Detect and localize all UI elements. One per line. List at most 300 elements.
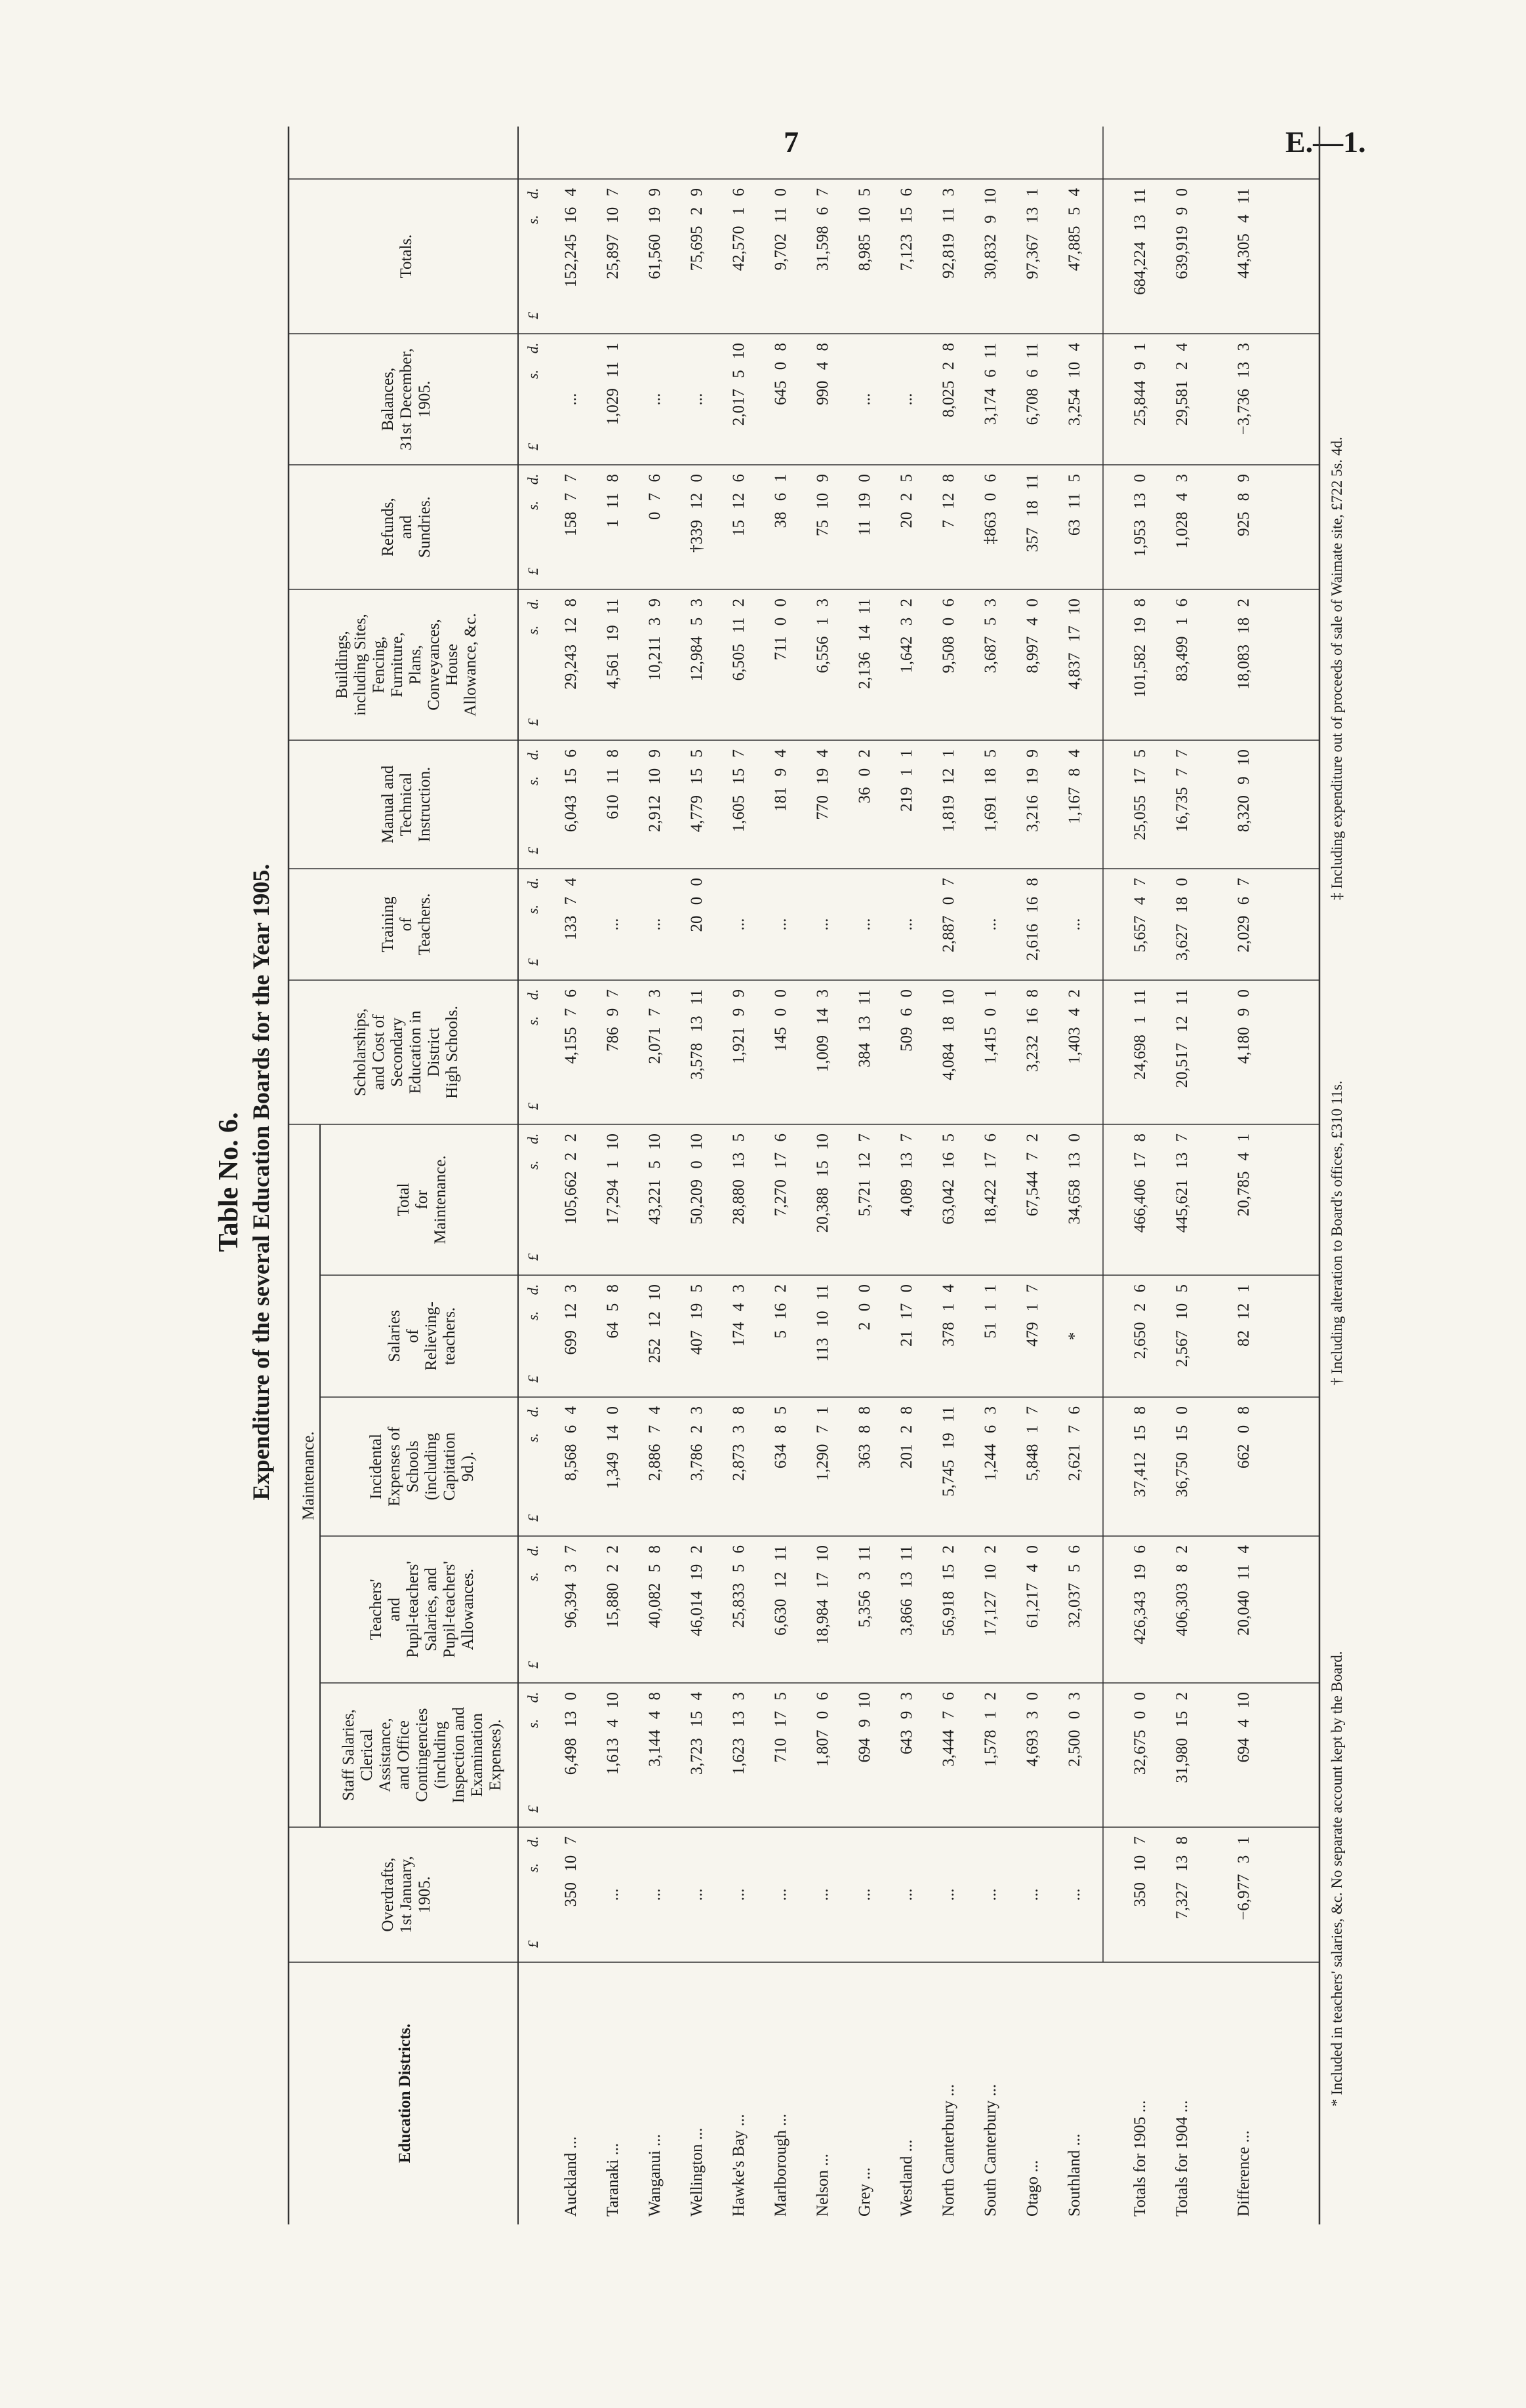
cell-overdrafts: ... [772,1888,790,1901]
cell-refunds: 158 7 7 [562,474,580,536]
column-header-scholarships: District [425,1027,443,1077]
cell-total_maint: 4,089 13 7 [898,1134,915,1217]
district-name: Wellington ... [688,2127,706,2217]
footnote-asterisk: * Included in teachers' salaries, &c. No separate account kept by the Board. [1329,1651,1345,2106]
unit-shillings: s. [525,1863,541,1873]
cell-training: 2,616 16 8 [1024,878,1041,961]
cell-refunds: 7 12 8 [940,474,957,528]
column-header-teachers: and [386,1597,403,1622]
cell-training: ... [898,918,915,931]
cell-balances: 8,025 2 8 [940,343,957,418]
cell-incidental: 5,848 1 7 [1024,1406,1041,1481]
column-header-incidental: Schools [404,1440,422,1493]
district-name: Southland ... [1066,2133,1083,2217]
column-header-manual: Manual and [379,765,397,844]
column-header-teachers: Salaries, and [422,1568,440,1651]
cell-scholarships: 786 9 7 [604,989,622,1052]
column-header-staff: Clerical [358,1729,376,1781]
cell-totals: 97,367 13 1 [1024,188,1041,279]
cell-incidental: 8,568 6 4 [562,1406,580,1481]
cell-refunds: 0 7 6 [646,474,664,520]
cell-scholarships: 1,009 14 3 [814,989,832,1073]
cell-training: 2,887 0 7 [940,878,957,953]
cell-incidental: 3,786 2 3 [688,1406,706,1481]
cell-manual: 1,691 18 5 [982,749,999,833]
cell-scholarships: 1,415 0 1 [982,989,999,1064]
cell-balances: ... [856,393,873,406]
page-number: 7 [784,125,799,159]
table-label: Table No. 6. [214,1112,244,1252]
unit-pounds: £ [525,1253,541,1261]
cell-incidental: 1,349 14 0 [604,1406,622,1490]
cell-staff: 694 4 10 [1235,1692,1253,1763]
unit-shillings: s. [525,1432,541,1443]
unit-shillings: s. [525,625,541,635]
cell-scholarships: 4,155 7 6 [562,989,580,1064]
column-header-buildings: Buildings, [333,631,351,699]
unit-pounds: £ [525,719,541,726]
column-header-scholarships: Secondary [388,1017,406,1087]
cell-relieving: 5 16 2 [772,1284,790,1339]
unit-pounds: £ [525,1103,541,1110]
column-header-staff: Assistance, [376,1718,394,1792]
cell-overdrafts: 350 10 7 [1131,1836,1149,1907]
cell-totals: 42,570 1 6 [730,188,748,271]
cell-scholarships: 3,232 16 8 [1024,989,1041,1073]
cell-refunds: 357 18 11 [1024,474,1041,553]
cell-incidental: 201 2 8 [898,1406,915,1469]
district-name: Taranaki ... [604,2142,622,2217]
cell-teachers: 25,833 5 6 [730,1545,748,1628]
cell-training: ... [814,918,832,931]
unit-pence: d. [525,1406,541,1417]
unit-pounds: £ [525,443,541,450]
cell-staff: 643 9 3 [898,1692,915,1754]
cell-balances: ... [562,393,580,406]
cell-staff: 1,807 0 6 [814,1692,832,1767]
cell-teachers: 56,918 15 2 [940,1545,957,1636]
unit-pounds: £ [525,847,541,854]
cell-relieving: 21 17 0 [898,1284,915,1347]
column-header-incidental: Capitation [441,1432,458,1501]
cell-refunds: 11 19 0 [856,474,873,536]
column-header-incidental: Incidental [367,1434,385,1499]
column-header-incidental: 9d.). [459,1451,477,1482]
maintenance-group-header: Maintenance. [300,1431,317,1520]
column-header-teachers: Teachers' [367,1579,385,1640]
cell-relieving: 82 12 1 [1235,1284,1253,1347]
unit-pence: d. [525,473,541,485]
cell-manual: 610 11 8 [604,749,622,819]
cell-relieving: 2,567 10 5 [1173,1284,1191,1368]
cell-totals: 7,123 15 6 [898,188,915,271]
column-header-staff: Staff Salaries, [340,1709,357,1801]
unit-pounds: £ [525,568,541,575]
column-header-manual: Instruction. [416,766,433,842]
district-name: Auckland ... [562,2136,580,2217]
cell-buildings: 10,211 3 9 [646,599,664,681]
cell-incidental: 36,750 15 0 [1173,1406,1191,1497]
cell-teachers: 61,217 4 0 [1024,1545,1041,1628]
column-header-total_maint: for [413,1190,431,1210]
unit-shillings: s. [525,904,541,915]
cell-balances: 2,017 5 10 [730,343,748,426]
column-header-overdrafts: Overdrafts, [379,1857,397,1932]
cell-staff: 3,723 15 4 [688,1692,706,1775]
unit-pounds: £ [525,1806,541,1813]
district-name: Grey ... [856,2167,873,2217]
column-header-scholarships: Education in [407,1010,424,1094]
cell-overdrafts: 7,327 13 8 [1173,1836,1191,1920]
cell-balances: 3,254 10 4 [1066,343,1083,426]
unit-shillings: s. [525,1718,541,1729]
column-header-buildings: Plans, [407,644,424,685]
column-header-buildings: Allowance, &c. [462,613,479,717]
cell-overdrafts: ... [688,1888,706,1901]
column-header-scholarships: and Cost of [370,1014,388,1090]
cell-incidental: 662 0 8 [1235,1406,1253,1469]
cell-manual: 3,216 19 9 [1024,749,1041,833]
column-header-balances: 31st December, [397,348,415,450]
cell-buildings: 8,997 4 0 [1024,599,1041,673]
cell-buildings: 711 0 0 [772,599,790,661]
unit-pence: d. [525,1545,541,1556]
cell-balances: ... [688,393,706,406]
cell-incidental: 634 8 5 [772,1406,790,1469]
cell-scholarships: 24,698 1 11 [1131,989,1149,1080]
column-header-relieving: of [404,1329,422,1343]
cell-overdrafts: ... [604,1888,622,1901]
column-header-overdrafts: 1905. [416,1876,433,1914]
cell-staff: 3,444 7 6 [940,1692,957,1767]
cell-relieving: 2,650 2 6 [1131,1284,1149,1359]
cell-buildings: 4,837 17 10 [1066,599,1083,690]
cell-totals: 25,897 10 7 [604,188,622,279]
cell-totals: 75,695 2 9 [688,188,706,271]
cell-total_maint: 67,544 7 2 [1024,1134,1041,1217]
cell-teachers: 3,866 13 11 [898,1545,915,1636]
unit-pounds: £ [525,958,541,966]
cell-total_maint: 63,042 16 5 [940,1134,957,1225]
cell-overdrafts: ... [898,1888,915,1901]
cell-total_maint: 7,270 17 6 [772,1134,790,1217]
cell-buildings: 12,984 5 3 [688,599,706,682]
page-code: E.—1. [1285,125,1366,159]
cell-scholarships: 2,071 7 3 [646,989,664,1064]
unit-pounds: £ [525,1375,541,1383]
unit-pounds: £ [525,1661,541,1668]
cell-staff: 1,613 4 10 [604,1692,622,1775]
cell-relieving: 2 0 0 [856,1284,873,1330]
cell-teachers: 5,356 3 11 [856,1545,873,1628]
cell-incidental: 2,873 3 8 [730,1406,748,1481]
cell-training: ... [772,918,790,931]
column-header-scholarships: Scholarships, [351,1008,369,1097]
cell-balances: 1,029 11 1 [604,343,622,425]
cell-training: ... [856,918,873,931]
cell-incidental: 2,621 7 6 [1066,1406,1083,1481]
cell-manual: 25,055 17 5 [1131,749,1149,840]
unit-pence: d. [525,598,541,610]
cell-manual: 1,605 15 7 [730,749,748,833]
cell-overdrafts: −6,977 3 1 [1235,1836,1253,1920]
cell-teachers: 20,040 11 4 [1235,1545,1253,1636]
district-column-header: Education Districts. [396,2023,414,2163]
cell-relieving: 64 5 8 [604,1284,622,1339]
cell-manual: 219 1 1 [898,749,915,812]
cell-totals: 47,885 5 4 [1066,188,1083,271]
cell-staff: 3,144 4 8 [646,1692,664,1767]
unit-pence: d. [525,749,541,760]
cell-overdrafts: ... [730,1888,748,1901]
cell-refunds: 38 6 1 [772,474,790,528]
column-header-totals: Totals. [397,234,415,279]
cell-balances: 6,708 6 11 [1024,343,1041,425]
column-header-training: Training [379,896,397,953]
unit-shillings: s. [525,1160,541,1170]
unit-shillings: s. [525,776,541,786]
column-header-scholarships: High Schools. [443,1006,461,1099]
cell-scholarships: 384 13 11 [856,989,873,1068]
cell-staff: 1,623 13 3 [730,1692,748,1775]
unit-pounds: £ [525,312,541,319]
cell-overdrafts: ... [940,1888,957,1901]
cell-training: 5,657 4 7 [1131,878,1149,953]
cell-relieving: 407 19 5 [688,1284,706,1355]
column-header-buildings: House [443,644,461,686]
district-name: Marlborough ... [772,2114,790,2217]
cell-staff: 2,500 0 3 [1066,1692,1083,1767]
cell-refunds: 75 10 9 [814,474,832,536]
cell-totals: 61,560 19 9 [646,188,664,279]
cell-teachers: 426,343 19 6 [1131,1545,1149,1645]
district-name: North Canterbury ... [940,2083,957,2217]
cell-manual: 1,167 8 4 [1066,749,1083,824]
cell-manual: 1,819 12 1 [940,749,957,833]
cell-buildings: 1,642 3 2 [898,599,915,673]
cell-overdrafts: ... [814,1888,832,1901]
column-header-staff: Expenses). [487,1719,504,1791]
cell-manual: 770 19 4 [814,749,832,820]
cell-relieving: 699 12 3 [562,1284,580,1355]
unit-pence: d. [525,877,541,889]
cell-scholarships: 4,180 9 0 [1235,989,1253,1064]
column-header-relieving: Salaries [386,1310,403,1362]
cell-total_maint: 445,621 13 7 [1173,1134,1191,1233]
cell-scholarships: 1,403 4 2 [1066,989,1083,1064]
cell-balances: 29,581 2 4 [1173,343,1191,426]
cell-buildings: 2,136 14 11 [856,599,873,689]
unit-pence: d. [525,1836,541,1847]
cell-relieving: 113 10 11 [814,1284,832,1362]
cell-training: 133 7 4 [562,878,580,940]
column-header-balances: Balances, [379,367,397,431]
column-header-staff: Inspection and [450,1707,468,1804]
cell-relieving: 479 1 7 [1024,1284,1041,1347]
cell-refunds: 20 2 5 [898,474,915,528]
cell-totals: 684,224 13 11 [1131,188,1149,295]
cell-total_maint: 17,294 1 10 [604,1134,622,1225]
column-header-total_maint: Maintenance. [432,1155,449,1244]
cell-refunds: ‡863 0 6 [982,474,999,545]
unit-shillings: s. [525,1311,541,1321]
cell-balances: 990 4 8 [814,343,832,405]
column-header-incidental: (including [422,1432,440,1501]
cell-staff: 32,675 0 0 [1131,1692,1149,1775]
cell-refunds: 63 11 5 [1066,474,1083,536]
cell-totals: 31,598 6 7 [814,188,832,271]
difference-label: Difference ... [1235,2130,1253,2217]
cell-teachers: 17,127 10 2 [982,1545,999,1636]
cell-manual: 2,912 10 9 [646,749,664,833]
cell-teachers: 18,984 17 10 [814,1545,832,1645]
district-name: South Canterbury ... [982,2083,999,2217]
cell-balances: 3,174 6 11 [982,343,999,425]
unit-pounds: £ [525,1514,541,1522]
district-name: Otago ... [1024,2160,1041,2217]
column-header-buildings: including Sites, [351,614,369,716]
footnote-dagger: † Including alteration to Board's offices, £310 11s. [1329,1080,1345,1385]
cell-staff: 1,578 1 2 [982,1692,999,1767]
unit-pence: d. [525,1691,541,1703]
cell-buildings: 4,561 19 11 [604,599,622,689]
cell-totals: 30,832 9 10 [982,188,999,279]
column-header-buildings: Fencing, [370,636,388,694]
cell-relieving: 174 4 3 [730,1284,748,1347]
cell-buildings: 6,556 1 3 [814,599,832,673]
cell-incidental: 2,886 7 4 [646,1406,664,1481]
cell-staff: 694 9 10 [856,1692,873,1763]
cell-training: ... [982,918,999,931]
column-header-teachers: Pupil-teachers' [441,1561,458,1658]
cell-training: ... [604,918,622,931]
cell-total_maint: 20,388 15 10 [814,1134,832,1233]
cell-total_maint: 466,406 17 8 [1131,1134,1149,1233]
cell-staff: 4,693 3 0 [1024,1692,1041,1767]
cell-training: 2,029 6 7 [1235,878,1253,953]
cell-teachers: 6,630 12 11 [772,1545,790,1636]
cell-teachers: 40,082 5 8 [646,1545,664,1628]
cell-teachers: 46,014 19 2 [688,1545,706,1636]
cell-overdrafts: ... [856,1888,873,1901]
cell-training: 3,627 18 0 [1173,878,1191,961]
cell-refunds: †339 12 0 [688,474,706,553]
cell-total_maint: 105,662 2 2 [562,1134,580,1225]
column-header-teachers: Pupil-teachers' [404,1561,422,1658]
column-header-relieving: teachers. [441,1307,458,1366]
column-header-balances: 1905. [416,380,433,418]
cell-totals: 44,305 4 11 [1235,188,1253,279]
unit-shillings: s. [525,1016,541,1026]
cell-scholarships: 20,517 12 11 [1173,989,1191,1088]
column-header-training: Teachers. [416,893,433,956]
unit-pence: d. [525,1284,541,1295]
cell-manual: 6,043 15 6 [562,749,580,833]
cell-total_maint: 50,209 0 10 [688,1134,706,1225]
column-header-total_maint: Total [395,1183,412,1217]
cell-training: ... [1066,918,1083,931]
cell-teachers: 32,037 5 6 [1066,1545,1083,1628]
cell-refunds: 1,028 4 3 [1173,474,1191,549]
cell-manual: 8,320 9 10 [1235,749,1253,833]
cell-incidental: 5,745 19 11 [940,1406,957,1497]
cell-manual: 16,735 7 7 [1173,749,1191,833]
cell-scholarships: 145 0 0 [772,989,790,1052]
cell-staff: 31,980 15 2 [1173,1692,1191,1783]
cell-incidental: 363 8 8 [856,1406,873,1469]
cell-total_maint: 5,721 12 7 [856,1134,873,1217]
column-header-incidental: Expenses of [386,1427,403,1507]
column-header-buildings: Furniture, [388,632,406,698]
district-name: Wanganui ... [646,2134,664,2217]
column-header-teachers: Allowances. [459,1568,477,1651]
cell-totals: 152,245 16 4 [562,188,580,288]
unit-pence: d. [525,989,541,1000]
cell-staff: 6,498 13 0 [562,1692,580,1775]
cell-buildings: 101,582 19 8 [1131,599,1149,698]
cell-balances: 645 0 8 [772,343,790,405]
cell-overdrafts: ... [982,1888,999,1901]
unit-pence: d. [525,342,541,354]
cell-relieving: 51 1 1 [982,1284,999,1339]
column-header-training: of [397,917,415,932]
cell-teachers: 406,303 8 2 [1173,1545,1191,1636]
cell-staff: 710 17 5 [772,1692,790,1763]
cell-buildings: 18,083 18 2 [1235,599,1253,690]
cell-overdrafts: ... [646,1888,664,1901]
cell-manual: 181 9 4 [772,749,790,812]
cell-incidental: 1,290 7 1 [814,1406,832,1481]
cell-scholarships: 4,084 18 10 [940,989,957,1080]
cell-training: 20 0 0 [688,878,706,932]
column-header-manual: Technical [397,772,415,837]
cell-incidental: 37,412 15 8 [1131,1406,1149,1497]
column-header-refunds: and [397,515,415,540]
cell-total_maint: 18,422 17 6 [982,1134,999,1225]
cell-total_maint: 20,785 4 1 [1235,1134,1253,1217]
cell-buildings: 3,687 5 3 [982,599,999,673]
cell-buildings: 83,499 1 6 [1173,599,1191,682]
cell-refunds: 1 11 8 [604,474,622,528]
unit-pence: d. [525,1133,541,1145]
cell-buildings: 9,508 0 6 [940,599,957,673]
cell-teachers: 15,880 2 2 [604,1545,622,1628]
unit-shillings: s. [525,500,541,511]
cell-totals: 8,985 10 5 [856,188,873,271]
cell-scholarships: 3,578 13 11 [688,989,706,1080]
cell-total_maint: 28,880 13 5 [730,1134,748,1225]
cell-totals: 9,702 11 0 [772,188,790,271]
column-header-refunds: Sundries. [416,496,433,558]
unit-shillings: s. [525,1571,541,1582]
cell-scholarships: 1,921 9 9 [730,989,748,1064]
district-name: Nelson ... [814,2154,832,2217]
cell-refunds: 1,953 13 0 [1131,474,1149,557]
column-header-staff: Examination [468,1713,486,1797]
cell-totals: 92,819 11 3 [940,188,957,279]
cell-overdrafts: ... [1066,1888,1083,1901]
cell-total_maint: 43,221 5 10 [646,1134,664,1225]
unit-shillings: s. [525,214,541,225]
cell-teachers: 96,394 3 7 [562,1545,580,1628]
cell-overdrafts: 350 10 7 [562,1836,580,1907]
cell-buildings: 29,243 12 8 [562,599,580,690]
cell-balances: ... [646,393,664,406]
cell-manual: 36 0 2 [856,749,873,804]
cell-relieving: * [1066,1332,1083,1341]
district-name: Westland ... [898,2139,915,2217]
cell-scholarships: 509 6 0 [898,989,915,1052]
